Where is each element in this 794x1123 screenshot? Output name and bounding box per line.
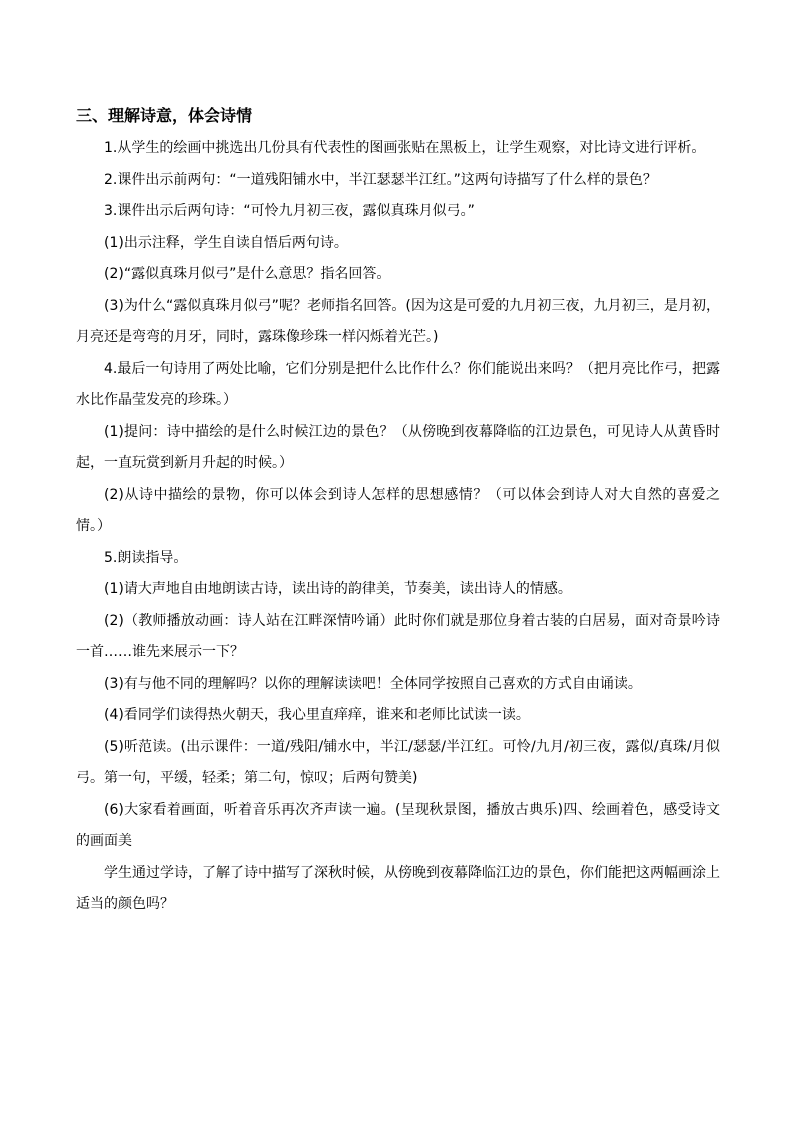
paragraph-step-4-1: (1)提问：诗中描绘的是什么时候江边的景色？（从傍晚到夜幕降临的江边景色，可见诗人从黄昏时起，一直玩赏到新月升起的时候。）: [76, 423, 720, 471]
paragraph-closing: 学生通过学诗，了解了诗中描写了深秋时候，从傍晚到夜幕降临江边的景色，你们能把这两幅画涂上适当的颜色吗？: [76, 864, 720, 912]
paragraph-step-5-2: (2)（教师播放动画：诗人站在江畔深情吟诵）此时你们就是那位身着古装的白居易，面对奇景吟诗一首……谁先来展示一下？: [76, 612, 720, 660]
paragraph-step-3-1: (1)出示注释，学生自读自悟后两句诗。: [104, 234, 348, 251]
paragraph-step-5-1: (1)请大声地自由地朗读古诗，读出诗的韵律美，节奏美，读出诗人的情感。: [104, 581, 572, 597]
paragraph-step-5-4: (4)看同学们读得热火朝天，我心里直痒痒，谁来和老师比试读一读。: [104, 707, 530, 723]
paragraph-step-3-2: (2)“露似真珠月似弓”是什么意思？指名回答。: [104, 266, 391, 282]
paragraph-step-5-6: (6)大家看着画面，听着音乐再次齐声读一遍。(呈现秋景图，播放古典乐)四、绘画着色，感受诗文的画面美: [76, 801, 720, 849]
document-page: [76, 101, 720, 921]
paragraph-step-1: 1.从学生的绘画中挑选出几份具有代表性的图画张贴在黑板上，让学生观察，对比诗文进行评析。: [104, 140, 706, 156]
paragraph-step-5-5: (5)听范读。(出示课件：一道/残阳/铺水中，半江/瑟瑟/半江红。可怜/九月/初三夜，露似/真珠/月似弓。第一句，平缓，轻柔；第二句，惊叹；后两句赞美): [76, 738, 720, 786]
paragraph-step-3: 3.课件出示后两句诗：“可怜九月初三夜，露似真珠月似弓。”: [104, 203, 475, 219]
paragraph-step-5-3: (3)有与他不同的理解吗？以你的理解读读吧！全体同学按照自己喜欢的方式自由诵读。: [104, 675, 642, 692]
paragraph-step-5: 5.朗读指导。: [104, 549, 188, 566]
paragraph-step-3-3: (3)为什么“露似真珠月似弓”呢？老师指名回答。(因为这是可爱的九月初三夜，九月初三，是月初，月亮还是弯弯的月牙，同时，露珠像珍珠一样闪烁着光芒。): [76, 297, 720, 345]
paragraph-step-4-2: (2)从诗中描绘的景物，你可以体会到诗人怎样的思想感情？（可以体会到诗人对大自然的喜爱之情。）: [76, 486, 720, 534]
paragraph-step-2: 2.课件出示前两句：“一道残阳铺水中，半江瑟瑟半江红。”这两句诗描写了什么样的景色？: [104, 171, 657, 188]
section-heading: 三、理解诗意，体会诗情: [76, 106, 253, 125]
paragraph-step-4: 4.最后一句诗用了两处比喻，它们分别是把什么比作什么？你们能说出来吗？（把月亮比作弓，把露水比作晶莹发亮的珍珠。）: [76, 360, 720, 408]
